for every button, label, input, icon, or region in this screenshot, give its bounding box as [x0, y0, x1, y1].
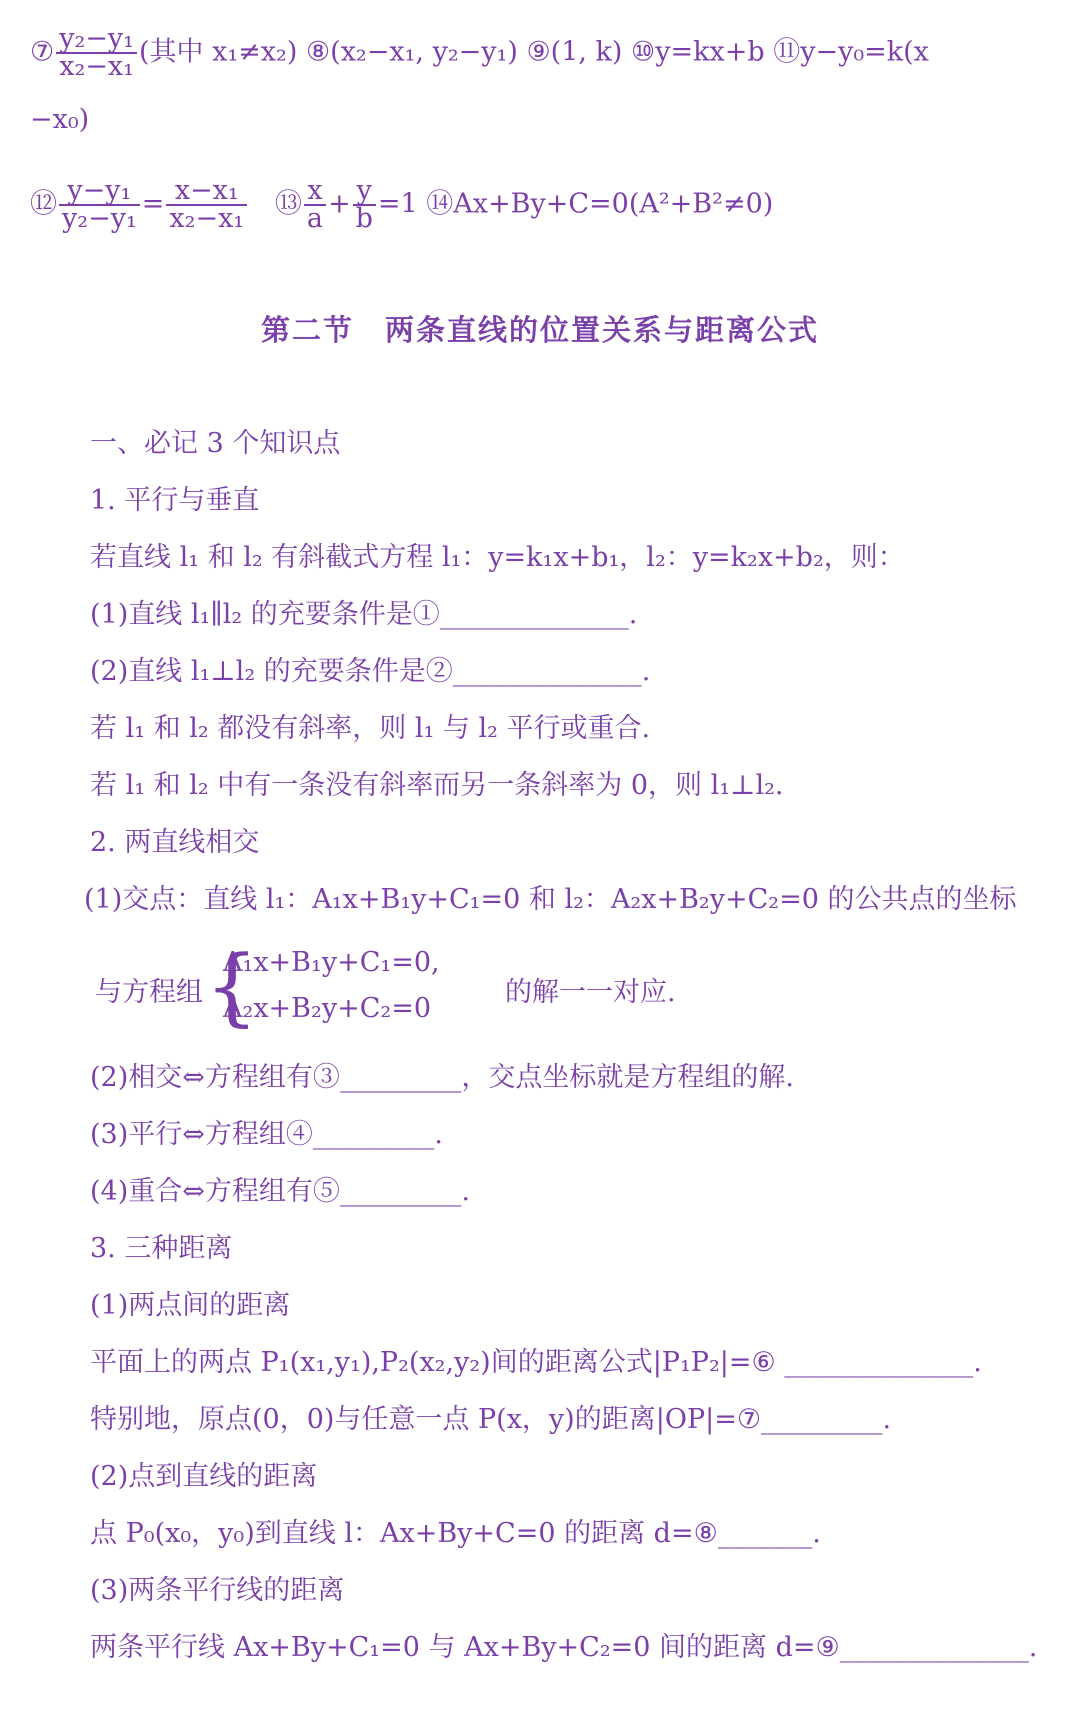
body-line: 两条平行线 Ax+By+C₁=0 与 Ax+By+C₂=0 间的距离 d=⑨______________.	[90, 1632, 1038, 1663]
marker-13: ⑬	[274, 188, 302, 220]
slope-fraction	[56, 23, 137, 82]
two-point-fraction-left	[59, 175, 140, 234]
body-line: 1. 平行与垂直	[90, 485, 260, 516]
answer-row-1-rest: (其中 x₁≠x₂) ⑧(x₂−x₁, y₂−y₁) ⑨(1, k) ⑩y=kx+b ⑪y−y₀=k(x	[139, 36, 929, 68]
section-title: 第二节 两条直线的位置关系与距离公式	[260, 313, 819, 347]
intercept-fraction-x	[304, 175, 326, 234]
body-line: (1)直线 l₁∥l₂ 的充要条件是①______________.	[90, 599, 638, 630]
body-line: (1)交点：直线 l₁：A₁x+B₁y+C₁=0 和 l₂：A₂x+B₂y+C₂=0 的公共点的坐标	[84, 884, 1017, 915]
left-brace: {	[205, 937, 259, 1035]
body-line: 若 l₁ 和 l₂ 都没有斜率，则 l₁ 与 l₂ 平行或重合.	[90, 713, 651, 744]
body-line: 若 l₁ 和 l₂ 中有一条没有斜率而另一条斜率为 0，则 l₁⊥l₂.	[90, 770, 784, 801]
body-line: 平面上的两点 P₁(x₁,y₁),P₂(x₂,y₂)间的距离公式|P₁P₂|=⑥ ______________.	[90, 1347, 982, 1378]
body-line: 若直线 l₁ 和 l₂ 有斜截式方程 l₁：y=k₁x+b₁，l₂：y=k₂x+b₂，则：	[90, 542, 905, 573]
body-line: 特别地，原点(0，0)与任意一点 P(x，y)的距离|OP|=⑦_________.	[90, 1404, 892, 1435]
frac-num: x	[304, 178, 326, 206]
body-line: (3)平行⇔方程组④_________.	[90, 1119, 443, 1150]
frac-num: y	[353, 178, 376, 206]
answer-row-2: −x₀)	[30, 104, 90, 135]
intercept-fraction-y	[353, 175, 376, 234]
body-line: (2)直线 l₁⊥l₂ 的充要条件是②______________.	[90, 656, 651, 687]
body-line: (3)两条平行线的距离	[90, 1575, 345, 1606]
plus-sign: +	[328, 188, 351, 220]
body-line: (2)点到直线的距离	[90, 1461, 318, 1492]
marker-12: ⑫	[30, 188, 57, 220]
body-line: 点 P₀(x₀，y₀)到直线 l：Ax+By+C=0 的距离 d=⑧_______.	[90, 1518, 821, 1549]
system-equations	[223, 940, 440, 1032]
system-tail: 的解一一对应.	[505, 977, 676, 1008]
frac-num: y−y₁	[59, 178, 140, 206]
body-line: 一、必记 3 个知识点	[90, 428, 341, 459]
frac-den: b	[355, 203, 373, 234]
equation-1: A₁x+B₁y+C₁=0,	[223, 947, 440, 978]
slope-denominator: x₂−x₁	[59, 51, 134, 82]
marker-7: ⑦	[30, 36, 55, 68]
two-point-fraction-right	[166, 175, 247, 234]
system-lead: 与方程组	[95, 977, 203, 1008]
frac-den: x₂−x₁	[169, 203, 245, 234]
answer-row-1	[30, 23, 1040, 82]
body-line: (4)重合⇔方程组有⑤_________.	[90, 1176, 470, 1207]
equation-2: A₂x+B₂y+C₂=0	[223, 993, 431, 1024]
frac-den: y₂−y₁	[62, 203, 137, 234]
body-line: 2. 两直线相交	[90, 827, 260, 858]
answer-row-3	[30, 175, 1040, 234]
equals-sign: =	[141, 188, 165, 220]
body-line: (1)两点间的距离	[90, 1290, 291, 1321]
body-line: (2)相交⇔方程组有③_________，交点坐标就是方程组的解.	[90, 1062, 794, 1093]
frac-den: a	[306, 203, 323, 234]
body-line: 3. 三种距离	[90, 1233, 233, 1264]
frac-num: x−x₁	[166, 178, 247, 206]
slope-numerator: y₂−y₁	[56, 26, 137, 54]
answer-row-3-rest: =1 ⑭Ax+By+C=0(A²+B²≠0)	[377, 188, 774, 220]
